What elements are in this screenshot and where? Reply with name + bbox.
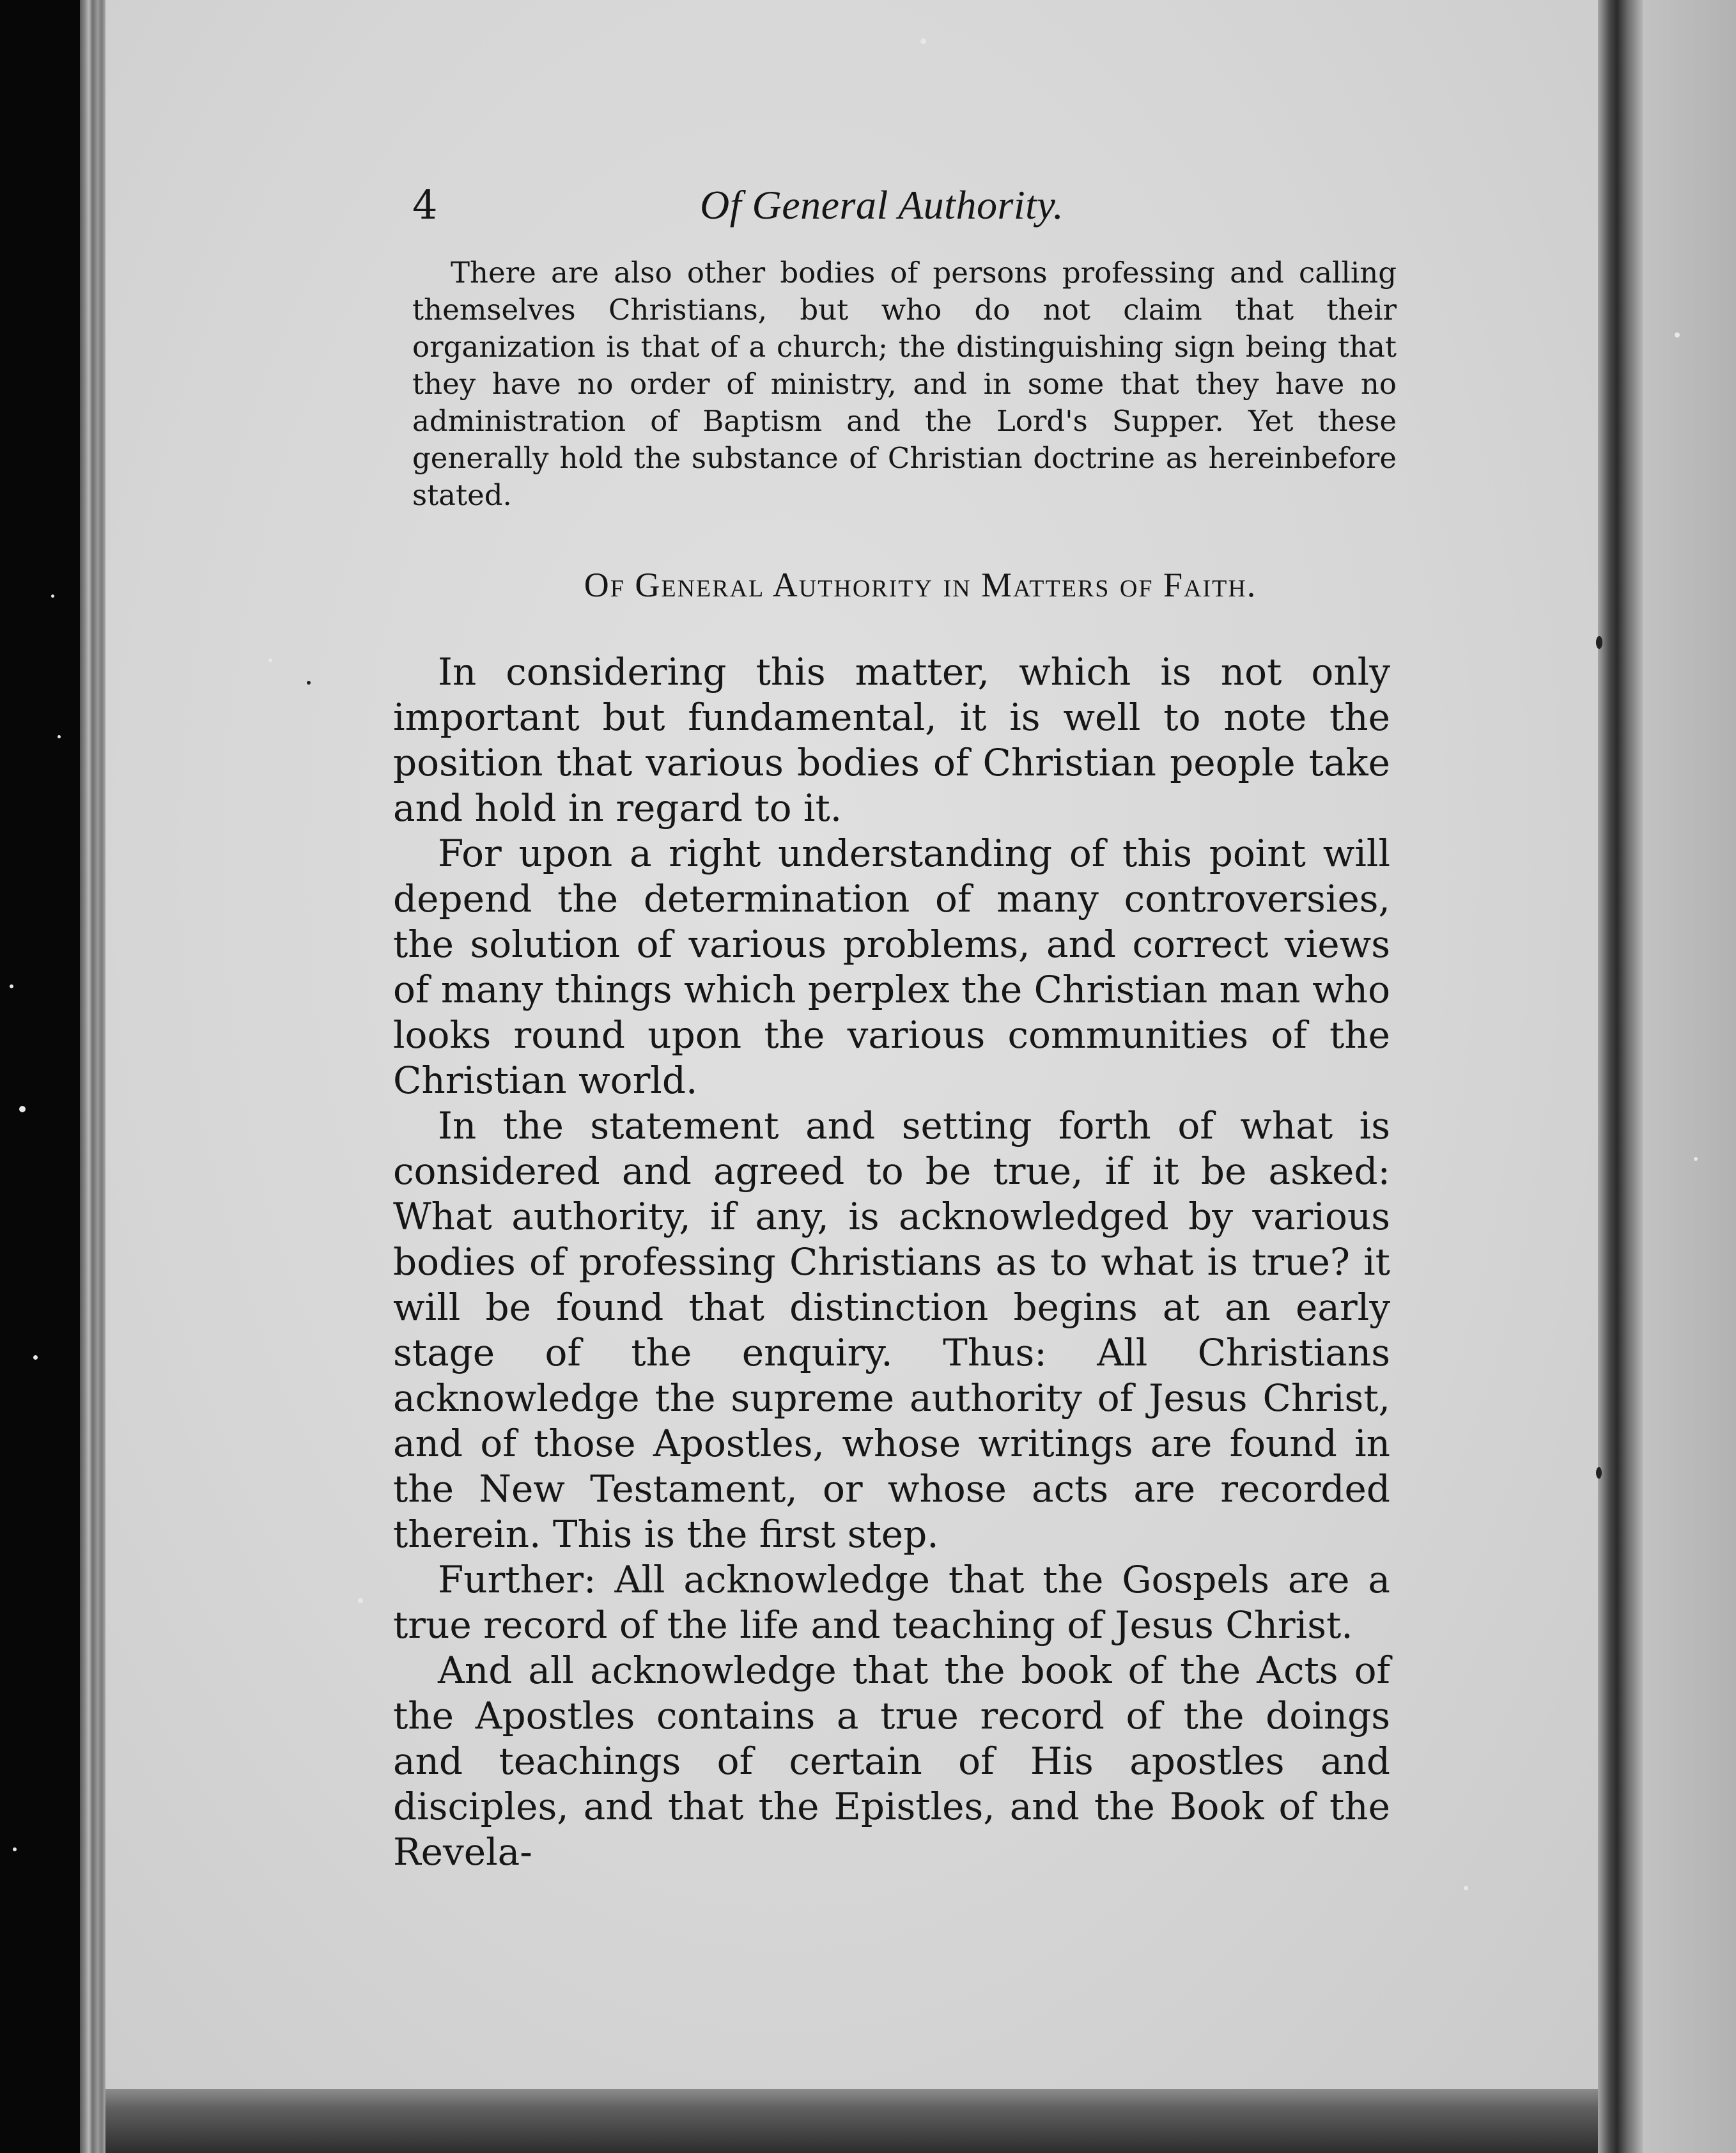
scan-speck <box>268 658 272 662</box>
scan-speck <box>10 984 13 988</box>
scan-speck <box>58 735 61 738</box>
running-head-title: Of General Authority. <box>700 182 1064 228</box>
body-paragraph: Further: All acknowledge that the Gospels are a true record of the life and teaching of Jesus Christ. <box>393 1558 1390 1647</box>
scan-speck <box>1596 1467 1602 1479</box>
scan-speck <box>51 595 54 598</box>
body-paragraph: For upon a right understanding of this point will depend the determination of many controversies, the solution of various problems, and correct views of many things which perplex the Christian man who looks round upon the various communities of the Christian world. <box>393 832 1390 1102</box>
scan-left-border <box>0 0 80 2153</box>
facing-page-edge <box>1643 0 1736 2153</box>
scan-speck <box>1596 636 1602 649</box>
page-text-block <box>393 173 1397 1875</box>
body-paragraph: And all acknowledge that the book of the Acts of the Apostles contains a true record of the doings and teachings of certain of His apostles and disciples, and that the Epistles, and the Book of the Revela- <box>393 1649 1390 1874</box>
book-gutter <box>1598 0 1643 2153</box>
scan-speck <box>920 38 926 44</box>
book-page-edges <box>80 0 105 2153</box>
scan-speck <box>307 681 311 685</box>
scan-speck <box>1464 1886 1468 1890</box>
scan-speck <box>1694 1157 1698 1161</box>
body-paragraph: In the statement and setting forth of what is considered and agreed to be true, if it be asked: What authority, if any, is acknowledged by various bodies of professing Christians as to what is true? it will be found that distinction begins at an early stage of the enquiry. Thus: All Christians acknowledge the supreme authority of Jesus Christ, and of those Apostles, whose writings are found in the New Testament, or whose acts are recorded therein. This is the first step. <box>393 1104 1390 1556</box>
body-paragraph: In considering this matter, which is not only important but fundamental, it is well to note the position that various bodies of Christian people take and hold in regard to it. <box>393 650 1390 830</box>
section-heading: Of General Authority in Matters of Faith. <box>584 566 1257 604</box>
running-head <box>393 173 1397 243</box>
page-bottom-shadow <box>105 2089 1598 2153</box>
scan-speck <box>33 1355 38 1360</box>
scan-speck <box>13 1847 17 1851</box>
page-number: 4 <box>412 182 438 228</box>
footnote-paragraph: There are also other bodies of persons professing and calling themselves Christians, but who do not claim that their organization is that of a church; the distinguishing sign being that they have no order of ministry, and in some that they have no administration of Baptism and the Lord's Supper. Yet these generally hold the substance of Christian doctrine as hereinbefore stated. <box>412 256 1397 512</box>
scan-speck <box>19 1106 26 1112</box>
scan-speck <box>358 1598 363 1603</box>
scan-speck <box>1675 332 1680 338</box>
